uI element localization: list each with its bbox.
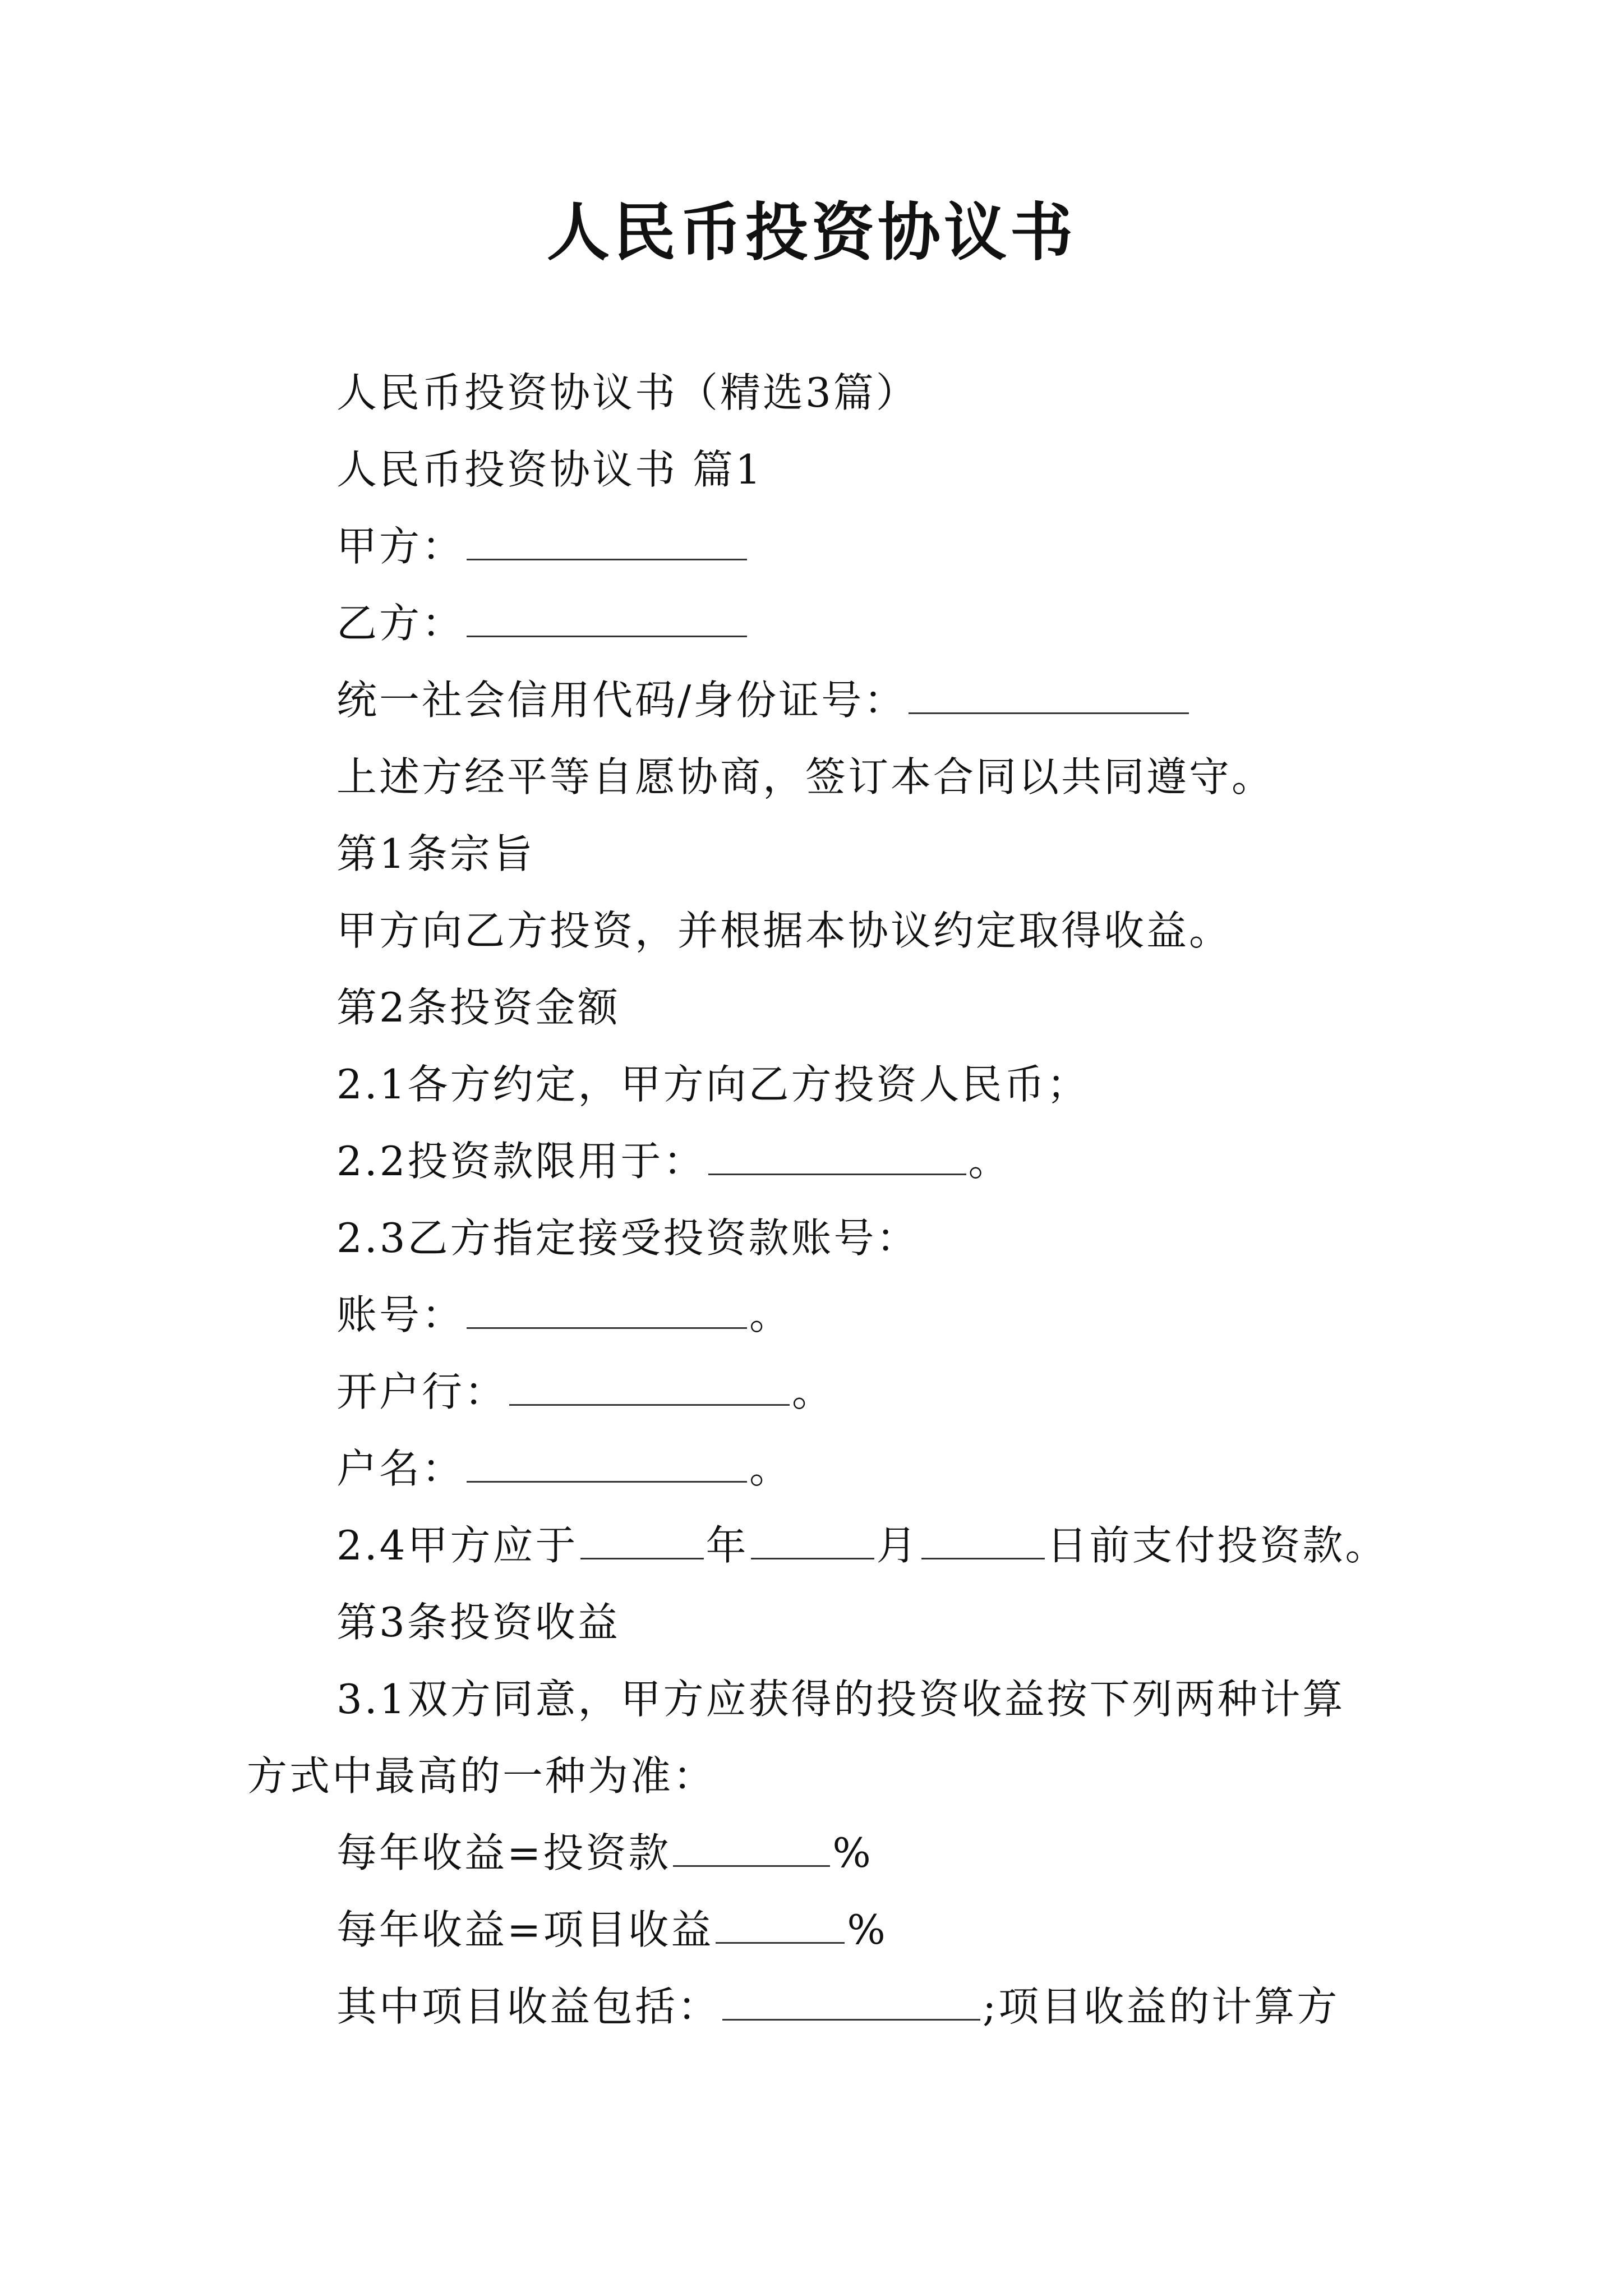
article1-text: 甲方向乙方投资，并根据本协议约定取得收益。 — [336, 907, 1232, 954]
section-heading: 人民币投资协议书 篇1 — [336, 446, 763, 493]
clause-2-3: 2.3乙方指定接受投资款账号： — [336, 1214, 919, 1262]
clause-2-2-period: 。 — [968, 1138, 1011, 1185]
formula1-line — [336, 1825, 873, 1881]
account-name-label: 户名： — [336, 1445, 465, 1492]
clause-2-4-suffix: 日前支付投资款。 — [1046, 1522, 1388, 1569]
formula2-blank — [716, 1902, 845, 1944]
subtitle: 人民币投资协议书（精选3篇） — [336, 369, 919, 416]
formula1-percent: % — [832, 1829, 873, 1876]
bank-period: 。 — [792, 1368, 835, 1415]
article2-title: 第2条投资金额 — [336, 984, 620, 1031]
party-a-label: 甲方： — [336, 523, 465, 570]
party-a-blank — [467, 518, 747, 560]
project-income-suffix: ;项目收益的计算方 — [983, 1983, 1340, 2030]
formula2-line — [336, 1902, 888, 1958]
clause-2-2-blank — [708, 1133, 966, 1175]
year-blank — [580, 1517, 704, 1559]
project-income-label: 其中项目收益包括： — [336, 1983, 721, 2030]
month-blank — [751, 1517, 874, 1559]
clause-3-1-line2: 方式中最高的一种为准： — [247, 1752, 716, 1800]
account-name-blank — [467, 1441, 747, 1483]
account-name-period: 。 — [749, 1445, 792, 1492]
party-b-label: 乙方： — [336, 600, 465, 647]
formula1-prefix: 每年收益=投资款 — [336, 1829, 671, 1876]
credit-code-blank — [909, 672, 1189, 714]
document-title: 人民币投资协议书 — [547, 196, 1076, 269]
project-income-line — [336, 1978, 1339, 2035]
clause-2-1: 2.1各方约定，甲方向乙方投资人民币； — [336, 1061, 1090, 1108]
article3-title: 第3条投资收益 — [336, 1599, 620, 1646]
formula1-blank — [673, 1825, 830, 1867]
project-income-blank — [722, 1978, 980, 2021]
bank-blank — [509, 1364, 790, 1406]
formula2-percent: % — [847, 1906, 888, 1953]
credit-code-label: 统一社会信用代码/身份证号： — [336, 677, 907, 724]
party-a-line — [336, 518, 749, 574]
account-period: 。 — [749, 1291, 792, 1338]
party-b-line — [336, 595, 749, 651]
preamble: 上述方经平等自愿协商，签订本合同以共同遵守。 — [336, 753, 1275, 800]
article1-title: 第1条宗旨 — [336, 830, 535, 877]
clause-3-1-line1: 3.1双方同意，甲方应获得的投资收益按下列两种计算 — [336, 1676, 1345, 1723]
year-label: 年 — [706, 1522, 749, 1569]
credit-code-line — [336, 672, 1191, 728]
clause-2-2-line — [336, 1133, 1011, 1189]
formula2-prefix: 每年收益=项目收益 — [336, 1906, 714, 1953]
account-line — [336, 1287, 792, 1343]
clause-2-4-line — [336, 1517, 1388, 1573]
clause-2-2-label: 2.2投资款限用于： — [336, 1138, 706, 1185]
month-label: 月 — [876, 1522, 919, 1569]
party-b-blank — [467, 595, 747, 637]
clause-2-4-prefix: 2.4甲方应于 — [336, 1522, 578, 1569]
account-label: 账号： — [336, 1291, 465, 1338]
account-name-line — [336, 1441, 792, 1497]
day-blank — [921, 1517, 1045, 1559]
account-blank — [467, 1287, 747, 1329]
bank-label: 开户行： — [336, 1368, 508, 1415]
bank-line — [336, 1364, 834, 1420]
